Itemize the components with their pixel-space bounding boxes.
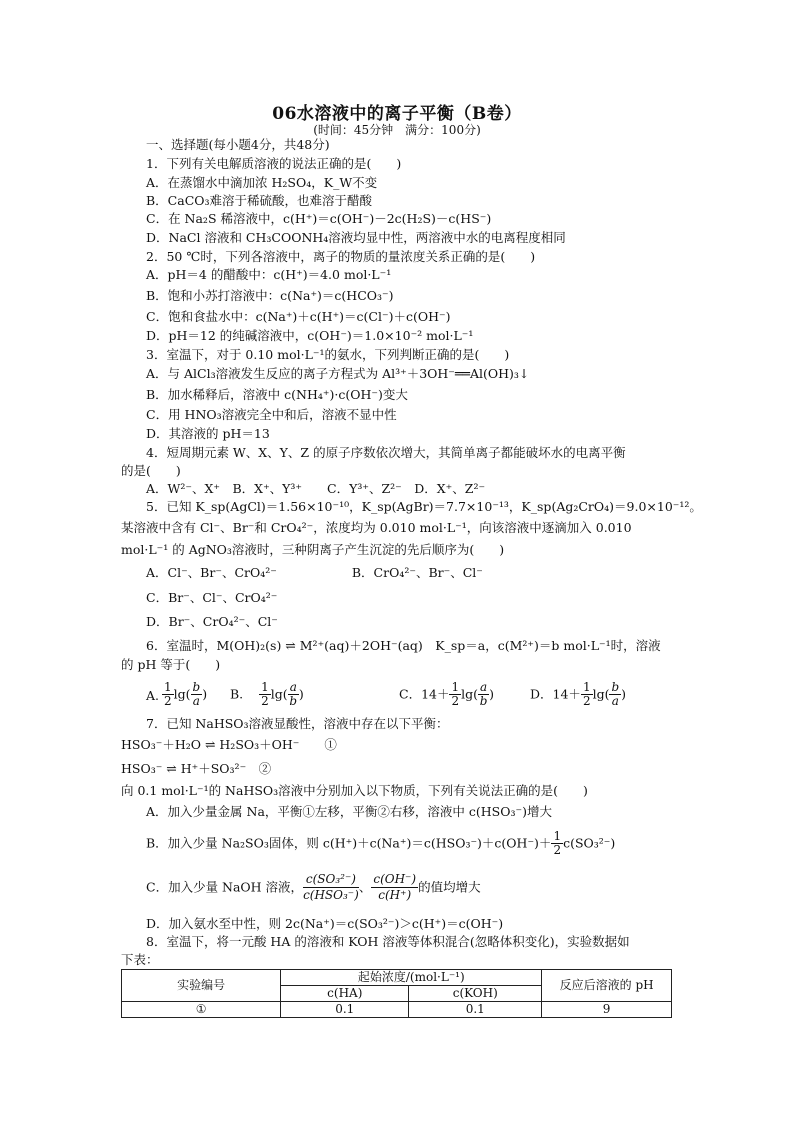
text-line: A．加入少量金属 Na，平衡①左移，平衡②右移，溶液中 c(HSO₃⁻)增大 [146, 804, 552, 819]
text-line: D．NaCl 溶液和 CH₃COONH₄溶液均显中性，两溶液中水的电离程度相同 [146, 230, 566, 245]
q6-option-b: B. $\frac{1}{2}$ lg( $\frac{a}{b}$ ) [230, 680, 304, 708]
text-line: C．用 HNO₃溶液完全中和后，溶液不显中性 [146, 407, 397, 422]
text-line: 的 pH 等于( ) [121, 657, 221, 672]
table-cell-no: ① [122, 1002, 281, 1018]
experiment-table [121, 969, 672, 1018]
q7-option-b: B．加入少量 Na₂SO₃固体，则 c(H⁺)＋c(Na⁺)＝c(HSO₃⁻)＋c(OH⁻)＋ $\frac{1}{2}$ c(SO₃²⁻) [146, 829, 616, 857]
text-line: C．在 Na₂S 稀溶液中，c(H⁺)＝c(OH⁻)－2c(H₂S)－c(HS⁻) [146, 211, 492, 226]
text-line: 2．50 ℃时，下列各溶液中，离子的物质的量浓度关系正确的是( ) [146, 249, 536, 264]
text-line: 的是( ) [121, 463, 181, 478]
q7-option-c: C．加入少量 NaOH 溶液， c(SO₃²⁻) c(HSO₃⁻) 、 $\frac{c(OH^-)}{c(H^+)}$ 的值均增大 [146, 872, 481, 902]
text-line: A．W²⁻、X⁺ B．X⁺、Y³⁺ C．Y³⁺、Z²⁻ D．X⁺、Z²⁻ [146, 481, 486, 496]
table-header-ckoh: c(KOH) [409, 986, 542, 1002]
table-row [122, 1002, 672, 1018]
text-line: D．pH＝12 的纯碱溶液中，c(OH⁻)＝1.0×10⁻² mol·L⁻¹ [146, 328, 474, 343]
text-line: 7．已知 NaHSO₃溶液显酸性，溶液中存在以下平衡： [146, 716, 449, 731]
table-header-cha: c(HA) [281, 986, 409, 1002]
text-line: 6．室温时，M(OH)₂(s) ⇌ M²⁺(aq)＋2OH⁻(aq) K_sp＝a，c(M²⁺)＝b mol·L⁻¹时，溶液 [146, 638, 661, 653]
text-line: A．在蒸馏水中滴加浓 H₂SO₄，K_W不变 [146, 175, 378, 190]
text-line: B．加水稀释后，溶液中 c(NH₄⁺)·c(OH⁻)变大 [146, 387, 408, 402]
text-line: 5．已知 K_sp(AgCl)＝1.56×10⁻¹⁰，K_sp(AgBr)＝7.7×10⁻¹³，K_sp(Ag₂CrO₄)＝9.0×10⁻¹²。 [146, 499, 702, 514]
text-line: mol·L⁻¹ 的 AgNO₃溶液时，三种阴离子产生沉淀的先后顺序为( ) [121, 542, 505, 557]
text-line: 某溶液中含有 Cl⁻、Br⁻和 CrO₄²⁻，浓度均为 0.010 mol·L⁻¹，向该溶液中逐滴加入 0.010 [121, 520, 632, 535]
q6-option-d: D．14＋ $\frac{1}{2}$ lg( $\frac{b}{a}$ ) [530, 680, 627, 708]
text-line: HSO₃⁻ ⇌ H⁺＋SO₃²⁻ ② [121, 761, 272, 776]
text-line: 3．室温下，对于 0.10 mol·L⁻¹的氨水，下列判断正确的是( ) [146, 347, 510, 362]
text-line: 一、选择题(每小题4分，共48分) [146, 137, 330, 152]
text-line: 1．下列有关电解质溶液的说法正确的是( ) [146, 156, 402, 171]
text-line: D．Br⁻、CrO₄²⁻、Cl⁻ [146, 614, 278, 629]
text-line: B．饱和小苏打溶液中：c(Na⁺)＝c(HCO₃⁻) [146, 288, 394, 303]
table-cell-ckoh: 0.1 [409, 1002, 542, 1018]
text-line: C．Br⁻、Cl⁻、CrO₄²⁻ [146, 590, 278, 605]
text-line: A．与 AlCl₃溶液发生反应的离子方程式为 Al³⁺＋3OH⁻══Al(OH)₃↓ [146, 366, 530, 381]
text-line: 下表： [121, 952, 159, 967]
q6-option-a: A. [146, 688, 160, 703]
table-header-exp: 实验编号 [122, 970, 281, 1002]
page-title: 06水溶液中的离子平衡（B卷） [272, 104, 522, 124]
text-line: C．饱和食盐水中：c(Na⁺)＋c(H⁺)＝c(Cl⁻)＋c(OH⁻) [146, 309, 451, 324]
text-line: A．pH＝4 的醋酸中：c(H⁺)＝4.0 mol·L⁻¹ [146, 267, 392, 282]
text-line: HSO₃⁻＋H₂O ⇌ H₂SO₃＋OH⁻ ① [121, 737, 337, 752]
text-line: 向 0.1 mol·L⁻¹的 NaHSO₃溶液中分别加入以下物质，下列有关说法正确的是( ) [121, 783, 588, 798]
page-subtitle: (时间：45分钟 满分：100分) [313, 123, 481, 137]
text-line: B．CaCO₃难溶于稀硫酸，也难溶于醋酸 [146, 193, 373, 208]
table-header-conc: 起始浓度/(mol·L⁻¹) [281, 970, 542, 986]
text-line: 4．短周期元素 W、X、Y、Z 的原子序数依次增大，其简单离子都能破坏水的电离平衡 [146, 445, 626, 460]
text-line: 8．室温下，将一元酸 HA 的溶液和 KOH 溶液等体积混合(忽略体积变化)，实验数据如 [146, 934, 630, 949]
q6-option-c: C．14＋ $\frac{1}{2}$ lg( $\frac{a}{b}$ ) [399, 680, 495, 708]
table-cell-ph: 9 [542, 1002, 672, 1018]
q6-option-a-expr: $\frac{1}{2}$ lg( $\frac{b}{a}$ ) [164, 680, 208, 708]
text-line: D．其溶液的 pH＝13 [146, 426, 270, 441]
text-line: D．加入氨水至中性，则 2c(Na⁺)＝c(SO₃²⁻)＞c(H⁺)＝c(OH⁻) [146, 916, 504, 931]
text-line: A．Cl⁻、Br⁻、CrO₄²⁻ B．CrO₄²⁻、Br⁻、Cl⁻ [146, 565, 483, 580]
table-cell-cha: 0.1 [281, 1002, 409, 1018]
table-header-ph: 反应后溶液的 pH [542, 970, 672, 1002]
